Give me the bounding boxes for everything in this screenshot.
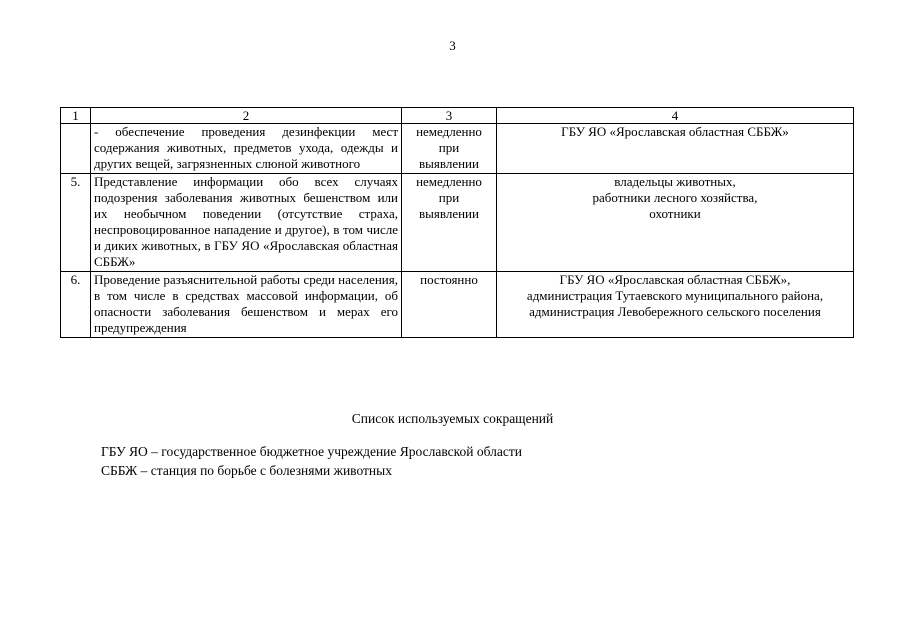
measure-responsible (497, 272, 854, 338)
page-number: 3 (449, 38, 456, 53)
measure-term (402, 272, 497, 338)
responsible-text: ГБУ ЯО «Ярославская областная СББЖ» (561, 124, 789, 139)
measure-term (402, 124, 497, 174)
measure-term (402, 174, 497, 272)
measure-responsible (497, 124, 854, 174)
measures-table (60, 107, 854, 338)
header-col-4: 4 (497, 108, 854, 124)
table-row (61, 174, 854, 272)
abbreviations-list (101, 442, 522, 480)
description-text: СББЖ» (94, 254, 136, 269)
abbreviations-title: Список используемых сокращений (351, 411, 554, 426)
description-text: населения, в том числе в средствах массовой (94, 272, 398, 303)
term-text: немедленно (416, 174, 482, 189)
description-text: нападение и другое), в том числе и диких (94, 222, 398, 253)
term-text: при (438, 140, 460, 155)
description-text: (отсутствие страха, неспровоцированное (94, 206, 398, 237)
description-text: слюной животного (255, 156, 361, 171)
responsible-text: охотники (649, 206, 701, 221)
description-text: одежды и других вещей, загрязненных (94, 140, 398, 171)
measure-responsible (497, 174, 854, 272)
responsible-text: ГБУ ЯО «Ярославская областная СББЖ», (559, 272, 791, 287)
responsible-text: администрация Тутаевского муниципального района, (526, 288, 824, 303)
header-col-3: 3 (402, 108, 497, 124)
table-row (61, 272, 854, 338)
header-col-2: 2 (91, 108, 402, 124)
responsible-text: владельцы животных, (614, 174, 736, 189)
description-text: бешенством и мерах его предупреждения (94, 304, 399, 335)
term-text: немедленно (416, 124, 482, 139)
description-text: - обеспечение проведения дезинфекции мест (94, 124, 398, 139)
term-text: постоянно (420, 272, 478, 287)
description-text: Проведение разъяснительной работы среди (94, 272, 335, 287)
description-text: информации, об опасности заболевания (94, 288, 398, 319)
description-text: подозрения заболевания животных (94, 190, 297, 205)
description-text: содержания животных, предметов ухода, (94, 140, 334, 155)
row-number: 6. (61, 272, 91, 338)
table-header-row (61, 108, 854, 124)
measure-description (91, 124, 402, 174)
description-text: животных, в ГБУ ЯО «Ярославская областная (141, 238, 398, 253)
abbreviation-item: СББЖ – станция по борьбе с болезнями животных (101, 463, 392, 478)
description-text: Представление информации обо всех случаях (94, 174, 398, 189)
term-text: выявлении (419, 206, 479, 221)
row-number (61, 124, 91, 174)
responsible-text: администрация Левобережного сельского поселения (529, 304, 821, 319)
header-col-1: 1 (61, 108, 91, 124)
measure-description (91, 272, 402, 338)
description-text: бешенством или их необычном поведении (94, 190, 398, 221)
term-text: выявлении (419, 156, 479, 171)
measure-description (91, 174, 402, 272)
row-number: 5. (61, 174, 91, 272)
responsible-text: работники лесного хозяйства, (592, 190, 758, 205)
table-row (61, 124, 854, 174)
term-text: при (438, 190, 460, 205)
abbreviation-item: ГБУ ЯО – государственное бюджетное учреждение Ярославской области (101, 444, 522, 459)
